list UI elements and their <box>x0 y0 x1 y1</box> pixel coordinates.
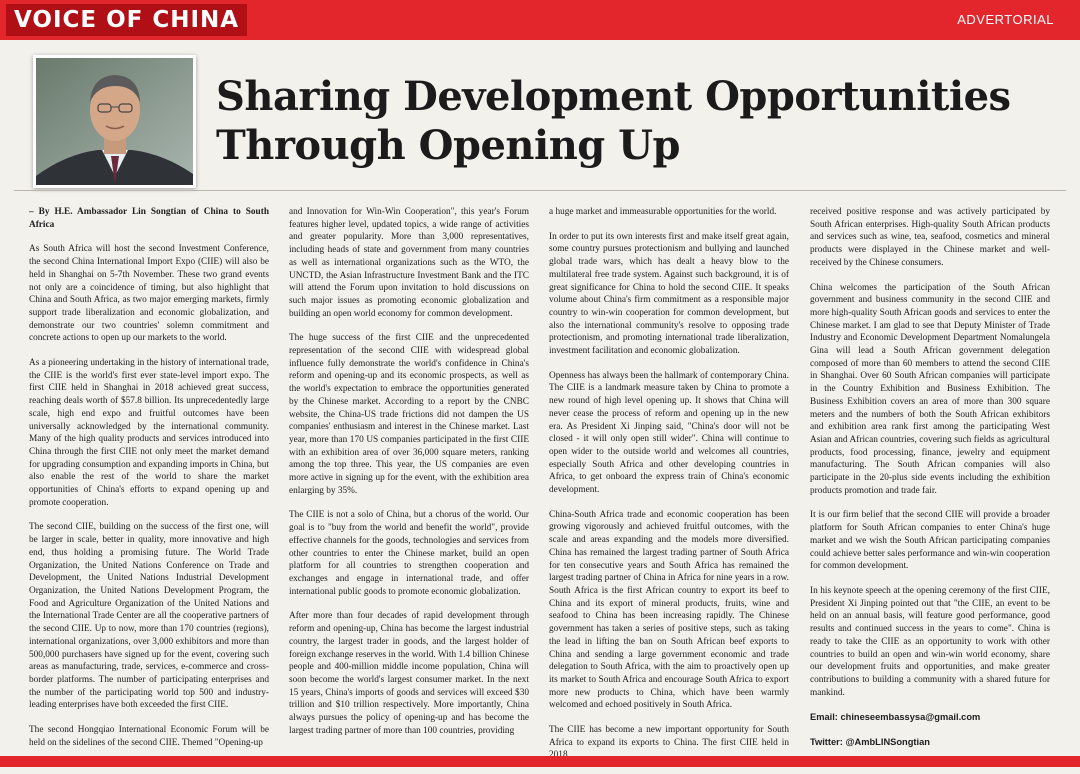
paragraph: received positive response and was actively participated by South African enterprises. High-quality South African products and services such as wine, tea, seafood, cosmetics and mineral products were displayed in the Chinese market and well-received by the Chinese consumers. <box>810 207 1050 268</box>
headline-line-1: Sharing Development Opportunities <box>216 73 1011 120</box>
paragraph: After more than four decades of rapid development through reform and opening-up, China has become the largest industrial country, the largest trader in goods, and the largest holder of foreign exchange reserves in the world. With 1.4 billion Chinese people and 400-million middle income population, China will soon become the world's largest consumer market. In the next 15 years, China's imports of goods and services will exceed $30 trillion and $10 trillion respectively. More importantly, China always pursues the policy of opening-up and has become the largest trading partner of more than 100 countries, providing <box>289 611 529 736</box>
contact-twitter[interactable]: Twitter: @AmbLINSongtian <box>810 737 930 748</box>
paragraph: In his keynote speech at the opening ceremony of the first CIIE, President Xi Jinping pointed out that "the CIIE, an event to be held on an annual basis, will feature good performance, good results and continued success in the years to come". China is ready to take the CIIE as an opportunity to work with other countries to build an open and win-win world economy, share our development fruits and opportunities, and make greater contributions to building a community with a shared future for mankind. <box>810 585 1050 698</box>
contact-email[interactable]: Email: chineseembassysa@gmail.com <box>810 712 981 723</box>
article-column-3 <box>549 206 789 774</box>
paragraph: The huge success of the first CIIE and the unprecedented representation of the second CIIE with widespread global influence fully demonstrate the world's confidence in China's reform and opening-up and its economic prospects, as well as the world's expectation to embrace the opportunities generated by the Chinese market. According to a report by the CNBC website, the China-US trade frictions did not dampen the US companies' enthusiasm and interest in the Chinese market. Last year, more than 170 US companies participated in the first CIIE with an exhibition area of over 36,000 square meters, ranking among the top three. This year, the US companies are even more active in signing up for the event, with the exhibition area enlarging by 35%. <box>289 333 529 496</box>
article-headline <box>216 72 1066 170</box>
article-column-1 <box>29 206 269 761</box>
paragraph: It is our firm belief that the second CIIE will provide a broader platform for South African companies to enter China's huge market and we wish the South African participating companies could achieve better sales performance and win-win cooperation for common development. <box>810 510 1050 572</box>
paragraph: a huge market and immeasurable opportunities for the world. <box>549 207 777 217</box>
paragraph: As South Africa will host the second Investment Conference, the second China International Import Expo (CIIE) will also be held in Shanghai on 5-7th November. These two grand events not only are a coincidence of timing, but also highlight that China and South Africa, as two major emerging markets, firmly support trade liberalization and economic globalization, and demonstrate our two countries' solemn commitment and concrete actions to open up our markets to the world. <box>29 244 269 344</box>
paragraph: Openness has always been the hallmark of contemporary China. The CIIE is a landmark measure taken by China to promote a new round of high level opening up. It shows that China will never cease the process of reform and opening up in the new era. As President Xi Jinping said, "China's door will not be closed - it will only open still wider". China will continue to open wider to the outside world and welcomes all countries, especially South Africa and other developing countries in Africa, to get onboard the express train of China's economic development. <box>549 370 789 496</box>
author-portrait <box>33 55 196 188</box>
paragraph: The second CIIE, building on the success of the first one, will be larger in scale, better in quality, more innovative and high end, thus holding a promising future. The World Trade Organization, the United Nations Conference on Trade and Development, the United Nations Industrial Development Organization, the United Nations Development Program, the Food and Agriculture Organization of the United Nations and the International Trade Center are all the cooperative partners of the second CIIE. Up to now, more than 170 countries (regions), international organizations, over 3,000 exhibitors and more than 500,000 purchasers have signed up for the event, covering such areas as manufacturing, trade, services, e-commerce and cross-border platforms. The number of participating enterprises and the number of the participating world top 500 and industry-leading enterprises have both exceeded the first CIIE. <box>29 522 269 711</box>
paragraph: and Innovation for Win-Win Cooperation", this year's Forum features higher level, updated topics, a wide range of activities and greater popularity. More than 3,000 representatives, including heads of state and government from many countries as well as international organizations such as the WTO, the UNCTD, the Asian Infrastructure Investment Bank and the ITC will attend the Forum upon invitation to hold discussions on such major issues as promoting economic globalization and building an open world economy for common development. <box>289 207 529 319</box>
paragraph: The CIIE has become a new important opportunity for South Africa to expand its exports to China. The first CIIE held in <box>549 725 789 748</box>
paragraph: The second Hongqiao International Economic Forum will be held on the sidelines of the second CIIE. Themed "Opening-up <box>29 725 269 748</box>
header-bar <box>0 0 1080 40</box>
paragraph: In order to put its own interests first and make itself great again, some country pursues protectionism and bullying and launched global trade wars, which has dealt a heavy blow to the multilateral free trade system. Against such background, it is of great significance for China to hold the second CIIE. It speaks volume about China's firm commitment as a responsible major country to win-win cooperation for common development, but also the international community's resolve to opposing trade protectionism, and promoting international trade liberalization, investment facilitation and economic globalization. <box>549 231 789 357</box>
headline-line-2: Through Opening Up <box>216 122 681 169</box>
paragraph: China welcomes the participation of the South African government and business community in the second CIIE and more high-quality South African goods and services to enter the Chinese market. I am glad to see that Deputy Minister of Trade Industry and Economic Development Department Nomalungela Gina will lead a South African government delegation composed of more than 60 members to attend the second CIIE in Shanghai. Over 60 South African companies will participate in the Country Exhibition and Business Exhibition. The Business Exhibition covers an area of more than 300 square meters and the numbers of both the South African exhibitors and exhibition area rank first among the participating West Asian and African countries, covering such fields as agricultural products, food processing, finance, jewelry and equipment manufacturing. The South African companies will also participate in the 20-plus side events including the exhibition products promotion and trade fair. <box>810 282 1050 496</box>
footer-bar <box>0 756 1080 767</box>
headline-divider <box>14 190 1066 191</box>
masthead-title: VOICE OF CHINA <box>6 4 247 36</box>
byline: – By H.E. Ambassador Lin Songtian of China to South Africa <box>29 207 269 230</box>
article-column-2 <box>289 206 529 749</box>
section-label: ADVERTORIAL <box>957 12 1054 27</box>
article-column-4 <box>810 206 1050 761</box>
paragraph: China-South Africa trade and economic cooperation has been growing vigorously and achieved fruitful outcomes, with the scale and areas expanding and the models more diversified. China has remained the largest trading partner of South Africa for ten consecutive years and South Africa has remained the largest trading partner of China in Africa for nine years in a row. South Africa is the first African country to export its beef to China and its export of mineral products, fruits, wine and seafood to China has been increasing rapidly. The Chinese government has taken a series of positive steps, such as taking the lead in lifting the ban on South African beef exports to China and sending a large government economic and trade delegation to South Africa, with the aim to proactively open up its market to South Africa and encourage South Africa to export more new products to China, which have been warmly welcomed and echoed positively in South Africa. <box>549 509 789 711</box>
paragraph: As a pioneering undertaking in the history of international trade, the CIIE is the world's first ever state-level import expo. The first CIIE held in Shanghai in 2018 achieved great success, reaching deals worth of $57.8 billion. Its unprecedentedly large scale, high end expo and fruitful outcomes have been universally acknowledged by the international community. Many of the high quality products and services introduced into China through the first CIIE not only meet the market demand for upgrading consumption and expanding imports in China, but also enable the rest of the world to share the market opportunities of China's efforts to expand opening up and promote cooperation. <box>29 358 269 508</box>
paragraph: The CIIE is not a solo of China, but a chorus of the world. Our goal is to "buy from the world and benefit the world", provide effective channels for the goods, technologies and services from other countries to enter the Chinese market, build an open platform for all countries to strengthen cooperation and exchanges and engage in international trade, and offer international public goods to promote economic globalization. <box>289 510 529 597</box>
